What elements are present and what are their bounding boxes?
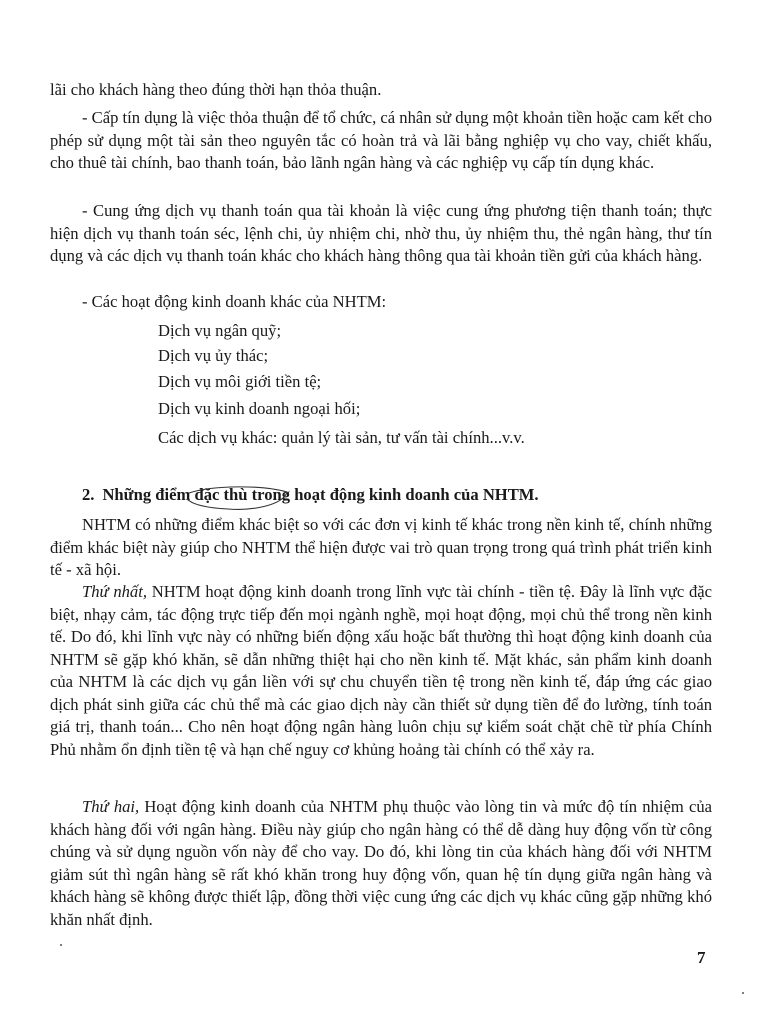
list-item: Dịch vụ ngân quỹ; bbox=[158, 321, 282, 340]
paragraph-credit-granting: - Cấp tín dụng là việc thỏa thuận để tổ chức, cá nhân sử dụng một khoản tiền hoặc cam kết cho phép sử dụng một tài sản theo nguyên tắc có hoàn trả và lãi bằng nghiệp vụ cho vay, chiết khấu, cho thuê tài chính, bao thanh toán, bảo lãnh ngân hàng và các nghiệp vụ cấp tín dụng khác. bbox=[50, 108, 712, 172]
paragraph-interest-continuation: lãi cho khách hàng theo đúng thời hạn thỏa thuận. bbox=[50, 80, 382, 99]
list-item: Các dịch vụ khác: quản lý tài sản, tư vấn tài chính...v.v. bbox=[158, 428, 525, 447]
first-point-lead: Thứ nhất, bbox=[82, 582, 147, 601]
page-number: 7 bbox=[697, 948, 706, 967]
second-point-lead: Thứ hai, bbox=[82, 797, 140, 816]
paragraph-first-point bbox=[50, 581, 712, 761]
section-heading bbox=[82, 485, 539, 505]
paragraph-payment-services: - Cung ứng dịch vụ thanh toán qua tài khoản là việc cung ứng phương tiện thanh toán; thực hiện dịch vụ thanh toán séc, lệnh chi, ủy nhiệm chi, nhờ thu, ủy nhiệm thu, thẻ ngân hàng, thư tín dụng và các dịch vụ thanh toán khác cho khách hàng thông qua tài khoản tiền gửi của khách hàng. bbox=[50, 201, 712, 265]
paragraph-other-activities-intro: - Các hoạt động kinh doanh khác của NHTM: bbox=[82, 292, 387, 311]
list-item: Dịch vụ ủy thác; bbox=[158, 346, 269, 365]
section-number: 2. bbox=[82, 485, 95, 504]
second-point-text: Hoạt động kinh doanh của NHTM phụ thuộc vào lòng tin và mức độ tín nhiệm của khách hàng đối với ngân hàng. Điều này giúp cho ngân hàng có thể dễ dàng huy động vốn từ công chúng và sử dụng nguồn vốn này để cho vay. Do đó, khi lòng tin của khách hàng đối với NHTM giảm sút thì ngân hàng sẽ rất khó khăn trong huy động vốn, quan hệ tín dụng giữa ngân hàng và khách hàng sẽ không được thiết lập, đồng thời việc cung ứng các dịch vụ khác cũng gặp những khó khăn nhất định. bbox=[50, 797, 713, 929]
section-title: Những điểm đặc thù trong hoạt động kinh doanh của NHTM. bbox=[102, 485, 539, 504]
scan-speck bbox=[60, 944, 62, 946]
list-item: Dịch vụ môi giới tiền tệ; bbox=[158, 372, 322, 391]
first-point-text: NHTM hoạt động kinh doanh trong lĩnh vực tài chính - tiền tệ. Đây là lĩnh vực đặc biệt, nhạy cảm, tác động trực tiếp đến mọi ngành nghề, mọi hoạt động, mọi chủ thể trong nền kinh tế. Do đó, khi lĩnh vực này có những biến động xấu hoặc bất thường thì hoạt động kinh doanh của NHTM sẽ gặp khó khăn, sẽ dẫn những thiệt hại cho nền kinh tế. Mặt khác, sản phẩm kinh doanh của NHTM là các dịch vụ gắn liền với sự chu chuyển tiền tệ trong nền kinh tế, đáp ứng các giao dịch phát sinh giữa các chủ thể mà các giao dịch này cần thiết sử dụng tiền để đo lường, tính toán giá trị, thanh toán... Cho nên hoạt động ngân hàng luôn chịu sự kiểm soát chặt chẽ từ phía Chính Phủ nhằm ổn định tiền tệ và hạn chế nguy cơ khủng hoảng tài chính có thể xảy ra. bbox=[50, 582, 712, 759]
paragraph-second-point bbox=[50, 796, 712, 931]
paragraph-nhtm-differences: NHTM có những điểm khác biệt so với các đơn vị kinh tế khác trong nền kinh tế, chính những điểm khác biệt này giúp cho NHTM thể hiện được vai trò quan trọng trong quá trình phát triển kinh tế - xã hội. bbox=[50, 515, 712, 579]
scan-speck bbox=[742, 992, 744, 994]
list-item: Dịch vụ kinh doanh ngoại hối; bbox=[158, 399, 361, 418]
